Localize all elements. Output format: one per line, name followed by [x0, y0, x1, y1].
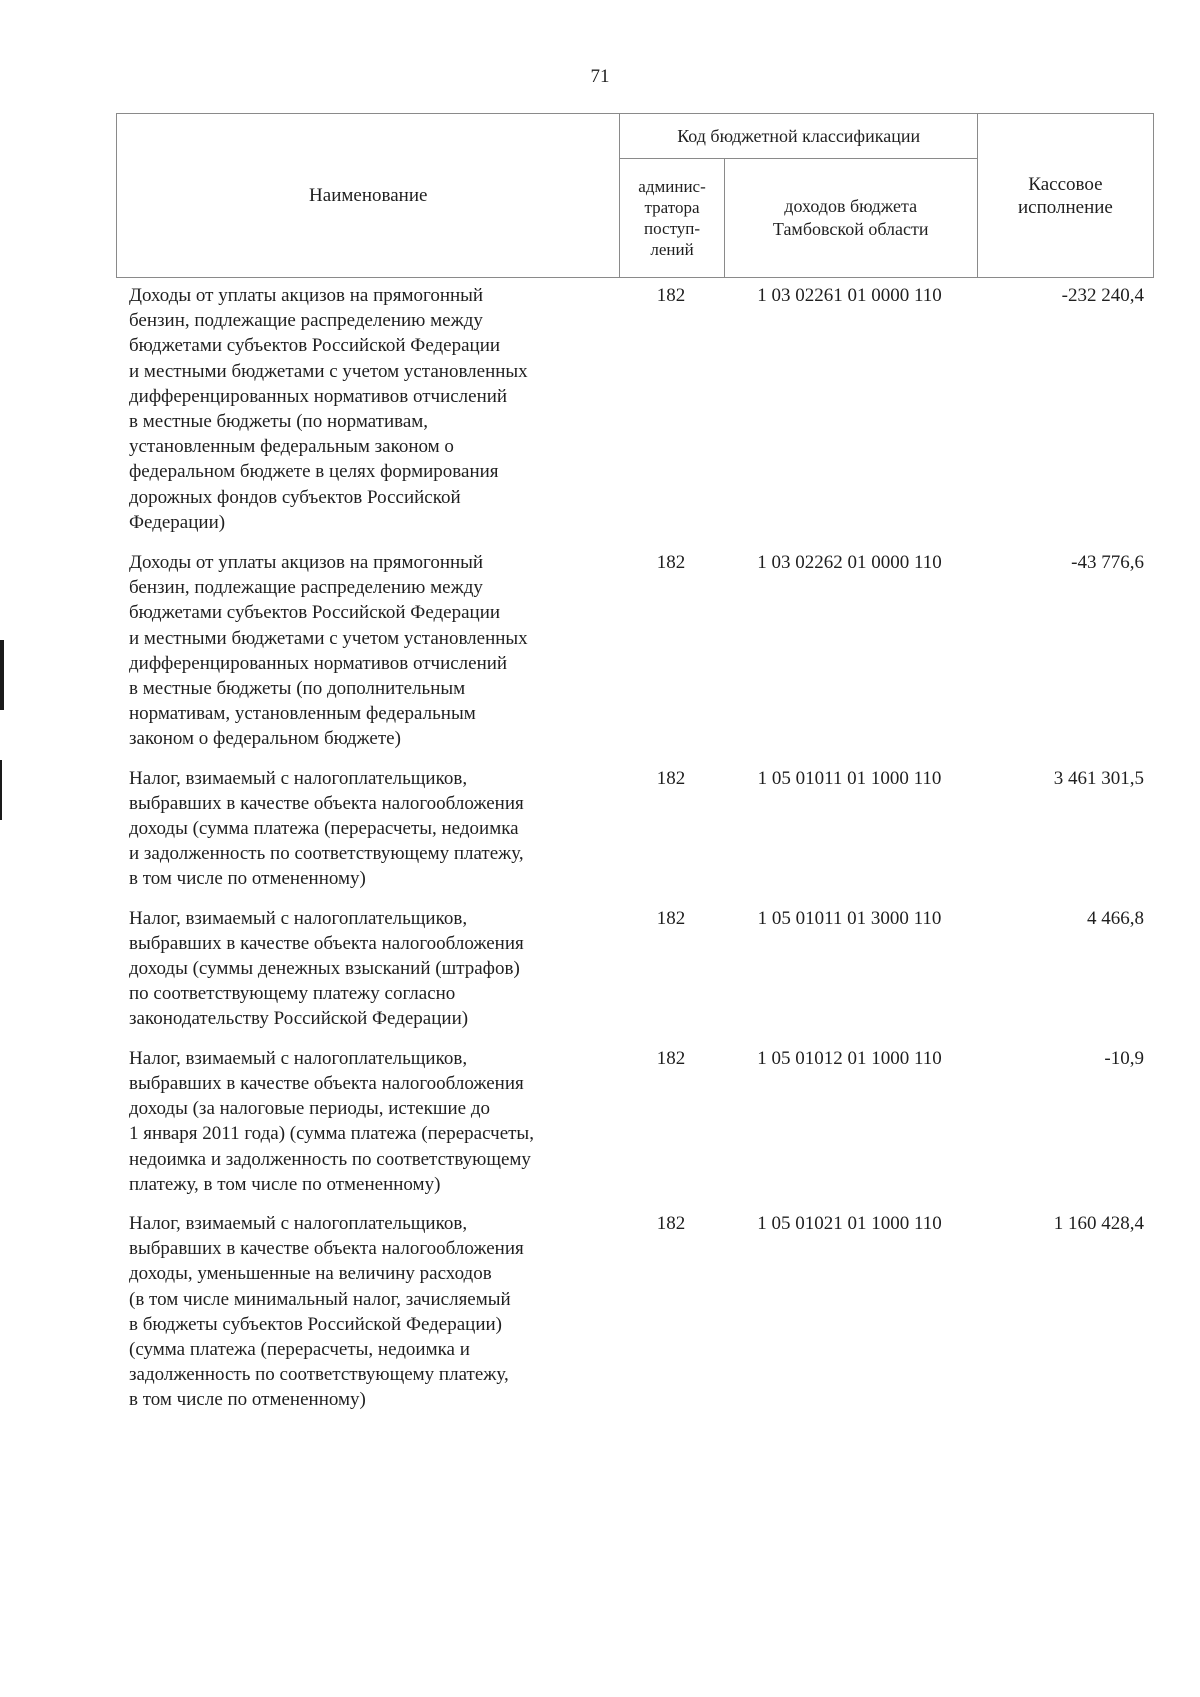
- table-header: [116, 113, 1154, 278]
- row-budget-code: 1 05 01011 01 3000 110: [757, 907, 942, 929]
- row-execution-value: 3 461 301,5: [1053, 767, 1144, 789]
- row-admin-code: 182: [656, 1212, 686, 1234]
- table-row: [116, 1211, 1154, 1413]
- header-code: доходов бюджета Тамбовской области: [724, 159, 977, 278]
- table-row: [116, 766, 1154, 892]
- header-code-group: Код бюджетной классификации: [620, 114, 977, 159]
- scan-edge-mark: [0, 640, 4, 710]
- row-name: Налог, взимаемый с налогоплательщиков, выбравших в качестве объекта налогообложения доходы (суммы денежных взысканий (штрафов) по соответствующему платежу согласно законодательству Российской Федерации): [129, 907, 524, 1030]
- row-admin-code: 182: [656, 907, 686, 929]
- row-execution-value: 1 160 428,4: [1053, 1212, 1144, 1234]
- row-budget-code: 1 05 01012 01 1000 110: [757, 1047, 942, 1069]
- table-row: [116, 283, 1154, 535]
- row-name: Налог, взимаемый с налогоплательщиков, выбравших в качестве объекта налогообложения доходы, уменьшенные на величину расходов (в том числе минимальный налог, зачисляемый в бюджеты субъектов Российской Федерации) (сумма платежа (перерасчеты, недоимка и задолженность по соответствующему платежу, в том числе по отмененному): [129, 1212, 524, 1411]
- scan-edge-mark: [0, 760, 2, 820]
- row-admin-code: 182: [656, 285, 686, 306]
- row-name: Доходы от уплаты акцизов на прямогонный бензин, подлежащие распределению между бюджетами субъектов Российской Федерации и местными бюджетами с учетом установленных дифференцированных нормативов отчислений в местные бюджеты (по нормативам, установленным федеральным законом о федеральном бюджете в целях формирования дорожных фондов субъектов Российской Федерации): [129, 285, 528, 533]
- row-budget-code: 1 05 01011 01 1000 110: [757, 767, 942, 789]
- row-execution-value: -232 240,4: [1061, 285, 1144, 306]
- table-body: [116, 283, 1154, 1425]
- row-execution-value: -43 776,6: [1071, 552, 1144, 574]
- header-admin: админис- тратора поступ- лений: [620, 159, 724, 278]
- row-budget-code: 1 03 02262 01 0000 110: [757, 552, 942, 574]
- row-execution-value: -10,9: [1104, 1047, 1144, 1069]
- row-admin-code: 182: [656, 767, 686, 789]
- header-name: Наименование: [117, 114, 620, 278]
- page-number: 71: [590, 66, 610, 87]
- table-row: [116, 550, 1154, 752]
- table-row: [116, 1046, 1154, 1197]
- row-admin-code: 182: [656, 552, 686, 574]
- row-name: Налог, взимаемый с налогоплательщиков, выбравших в качестве объекта налогообложения доходы (за налоговые периоды, истекшие до 1 января 2011 года) (сумма платежа (перерасчеты, недоимка и задолженность по соответствующему платежу, в том числе по отмененному): [129, 1047, 534, 1195]
- row-execution-value: 4 466,8: [1087, 907, 1144, 929]
- row-name: Доходы от уплаты акцизов на прямогонный бензин, подлежащие распределению между бюджетами субъектов Российской Федерации и местными бюджетами с учетом установленных дифференцированных нормативов отчислений в местные бюджеты (по дополнительным нормативам, установленным федеральным законом о федеральном бюджете): [129, 552, 528, 750]
- table-row: [116, 906, 1154, 1032]
- header-execution: Кассовое исполнение: [977, 114, 1153, 278]
- row-budget-code: 1 05 01021 01 1000 110: [757, 1212, 942, 1234]
- row-name: Налог, взимаемый с налогоплательщиков, выбравших в качестве объекта налогообложения доходы (сумма платежа (перерасчеты, недоимка и задолженность по соответствующему платежу, в том числе по отмененному): [129, 767, 524, 890]
- row-budget-code: 1 03 02261 01 0000 110: [757, 285, 942, 306]
- row-admin-code: 182: [656, 1047, 686, 1069]
